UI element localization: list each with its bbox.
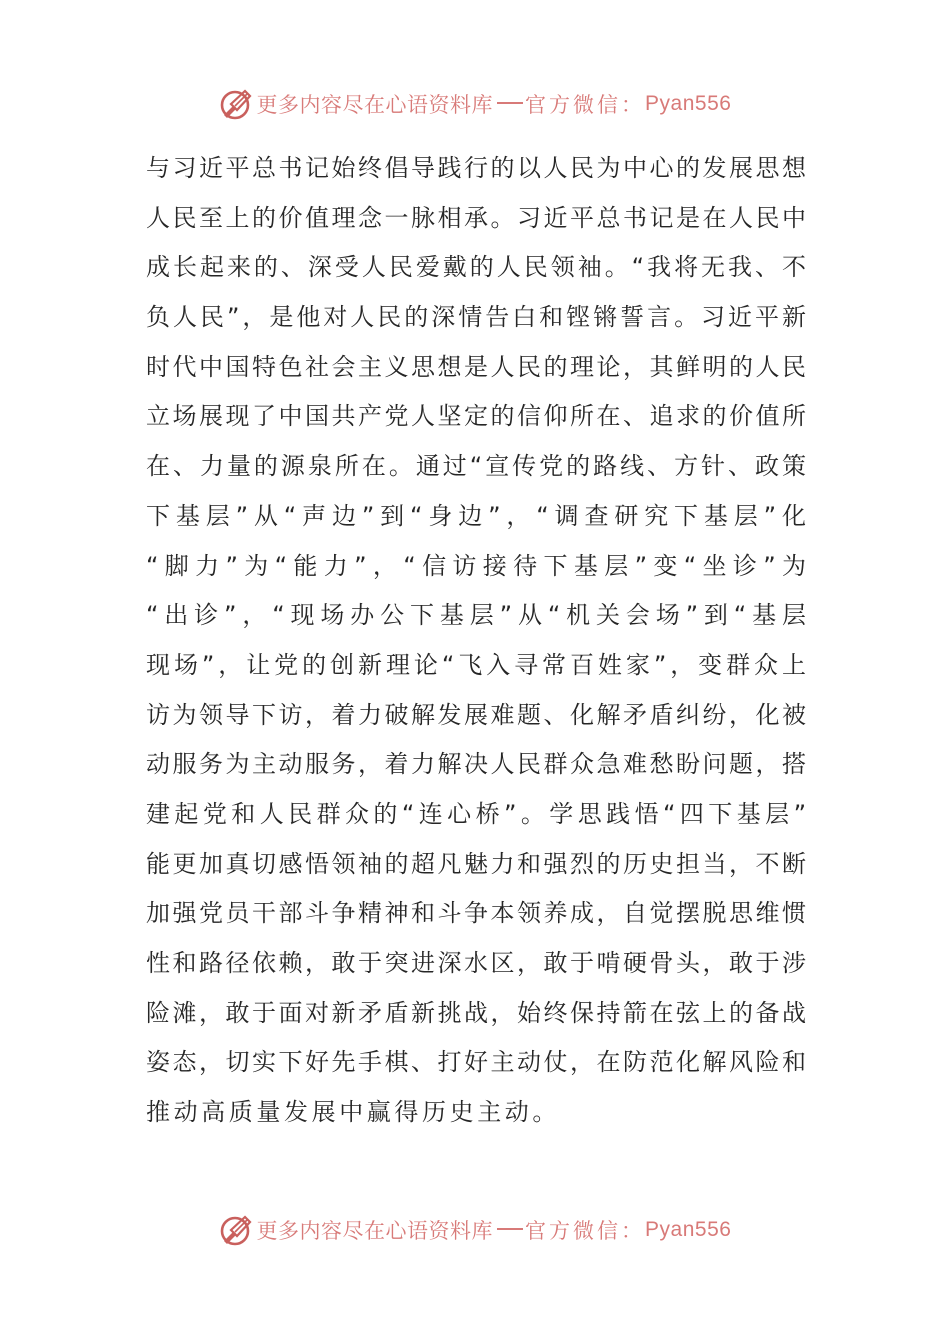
footer-banner (0, 1210, 950, 1250)
body-line-last: 推动高质量发展中赢得历史主动。 (146, 1098, 560, 1127)
body-line: 负人民”，是他对人民的深情告白和铿锵誓言。习近平新 (146, 303, 806, 332)
site-name-text: 更多内容尽在心语资料库 (256, 1219, 494, 1243)
body-line: 加强党员干部斗争精神和斗争本领养成，自觉摆脱思维惯 (146, 899, 806, 928)
body-line: 性和路径依赖，敢于突进深水区，敢于啃硬骨头，敢于涉 (146, 949, 806, 977)
wechat-label: 官方微信： (525, 93, 646, 117)
body-line: 与习近平总书记始终倡导践行的以人民为中心的发展思想 (146, 154, 806, 182)
body-line: 立场展现了中国共产党人坚定的信仰所在、追求的价值所 (146, 402, 806, 431)
wechat-label: 官方微信： (525, 1219, 646, 1243)
body-line: 动服务为主动服务，着力解决人民群众急难愁盼问题，搭 (146, 750, 806, 779)
body-line: 人民至上的价值理念一脉相承。习近平总书记是在人民中 (146, 203, 806, 232)
body-line: “出诊”，“现场办公下基层”从“机关会场”到“基层 (146, 601, 806, 630)
document-body (146, 144, 806, 1138)
body-line: 访为领导下访，着力破解发展难题、化解矛盾纠纷，化被 (146, 700, 806, 729)
site-name-text: 更多内容尽在心语资料库 (256, 93, 494, 117)
body-line: 成长起来的、深受人民爱戴的人民领袖。“我将无我、不 (146, 253, 806, 282)
body-line: “脚力”为“能力”，“信访接待下基层”变“坐诊”为 (146, 551, 806, 580)
body-line: 建起党和人民群众的“连心桥”。学思践悟“四下基层” (146, 799, 806, 828)
banner-dash (497, 1228, 523, 1230)
banner-dash (497, 102, 523, 104)
body-line: 姿态，切实下好先手棋、打好主动仗，在防范化解风险和 (146, 1048, 806, 1077)
wechat-id: Pyan556 (645, 92, 732, 115)
body-line: 下基层”从“声边”到“身边”，“调查研究下基层”化 (146, 501, 806, 530)
body-line: 时代中国特色社会主义思想是人民的理论，其鲜明的人民 (146, 352, 806, 381)
body-line: 在、力量的源泉所在。通过“宣传党的路线、方针、政策 (146, 452, 806, 481)
body-line: 现场”，让党的创新理论“飞入寻常百姓家”，变群众上 (146, 650, 806, 679)
header-banner (0, 84, 950, 124)
wechat-id: Pyan556 (645, 1218, 732, 1241)
pen-nib-logo-icon (219, 1213, 253, 1247)
body-line: 能更加真切感悟领袖的超凡魅力和强烈的历史担当，不断 (146, 849, 806, 878)
pen-nib-logo-icon (219, 87, 253, 121)
body-line: 险滩，敢于面对新矛盾新挑战，始终保持箭在弦上的备战 (146, 998, 806, 1027)
